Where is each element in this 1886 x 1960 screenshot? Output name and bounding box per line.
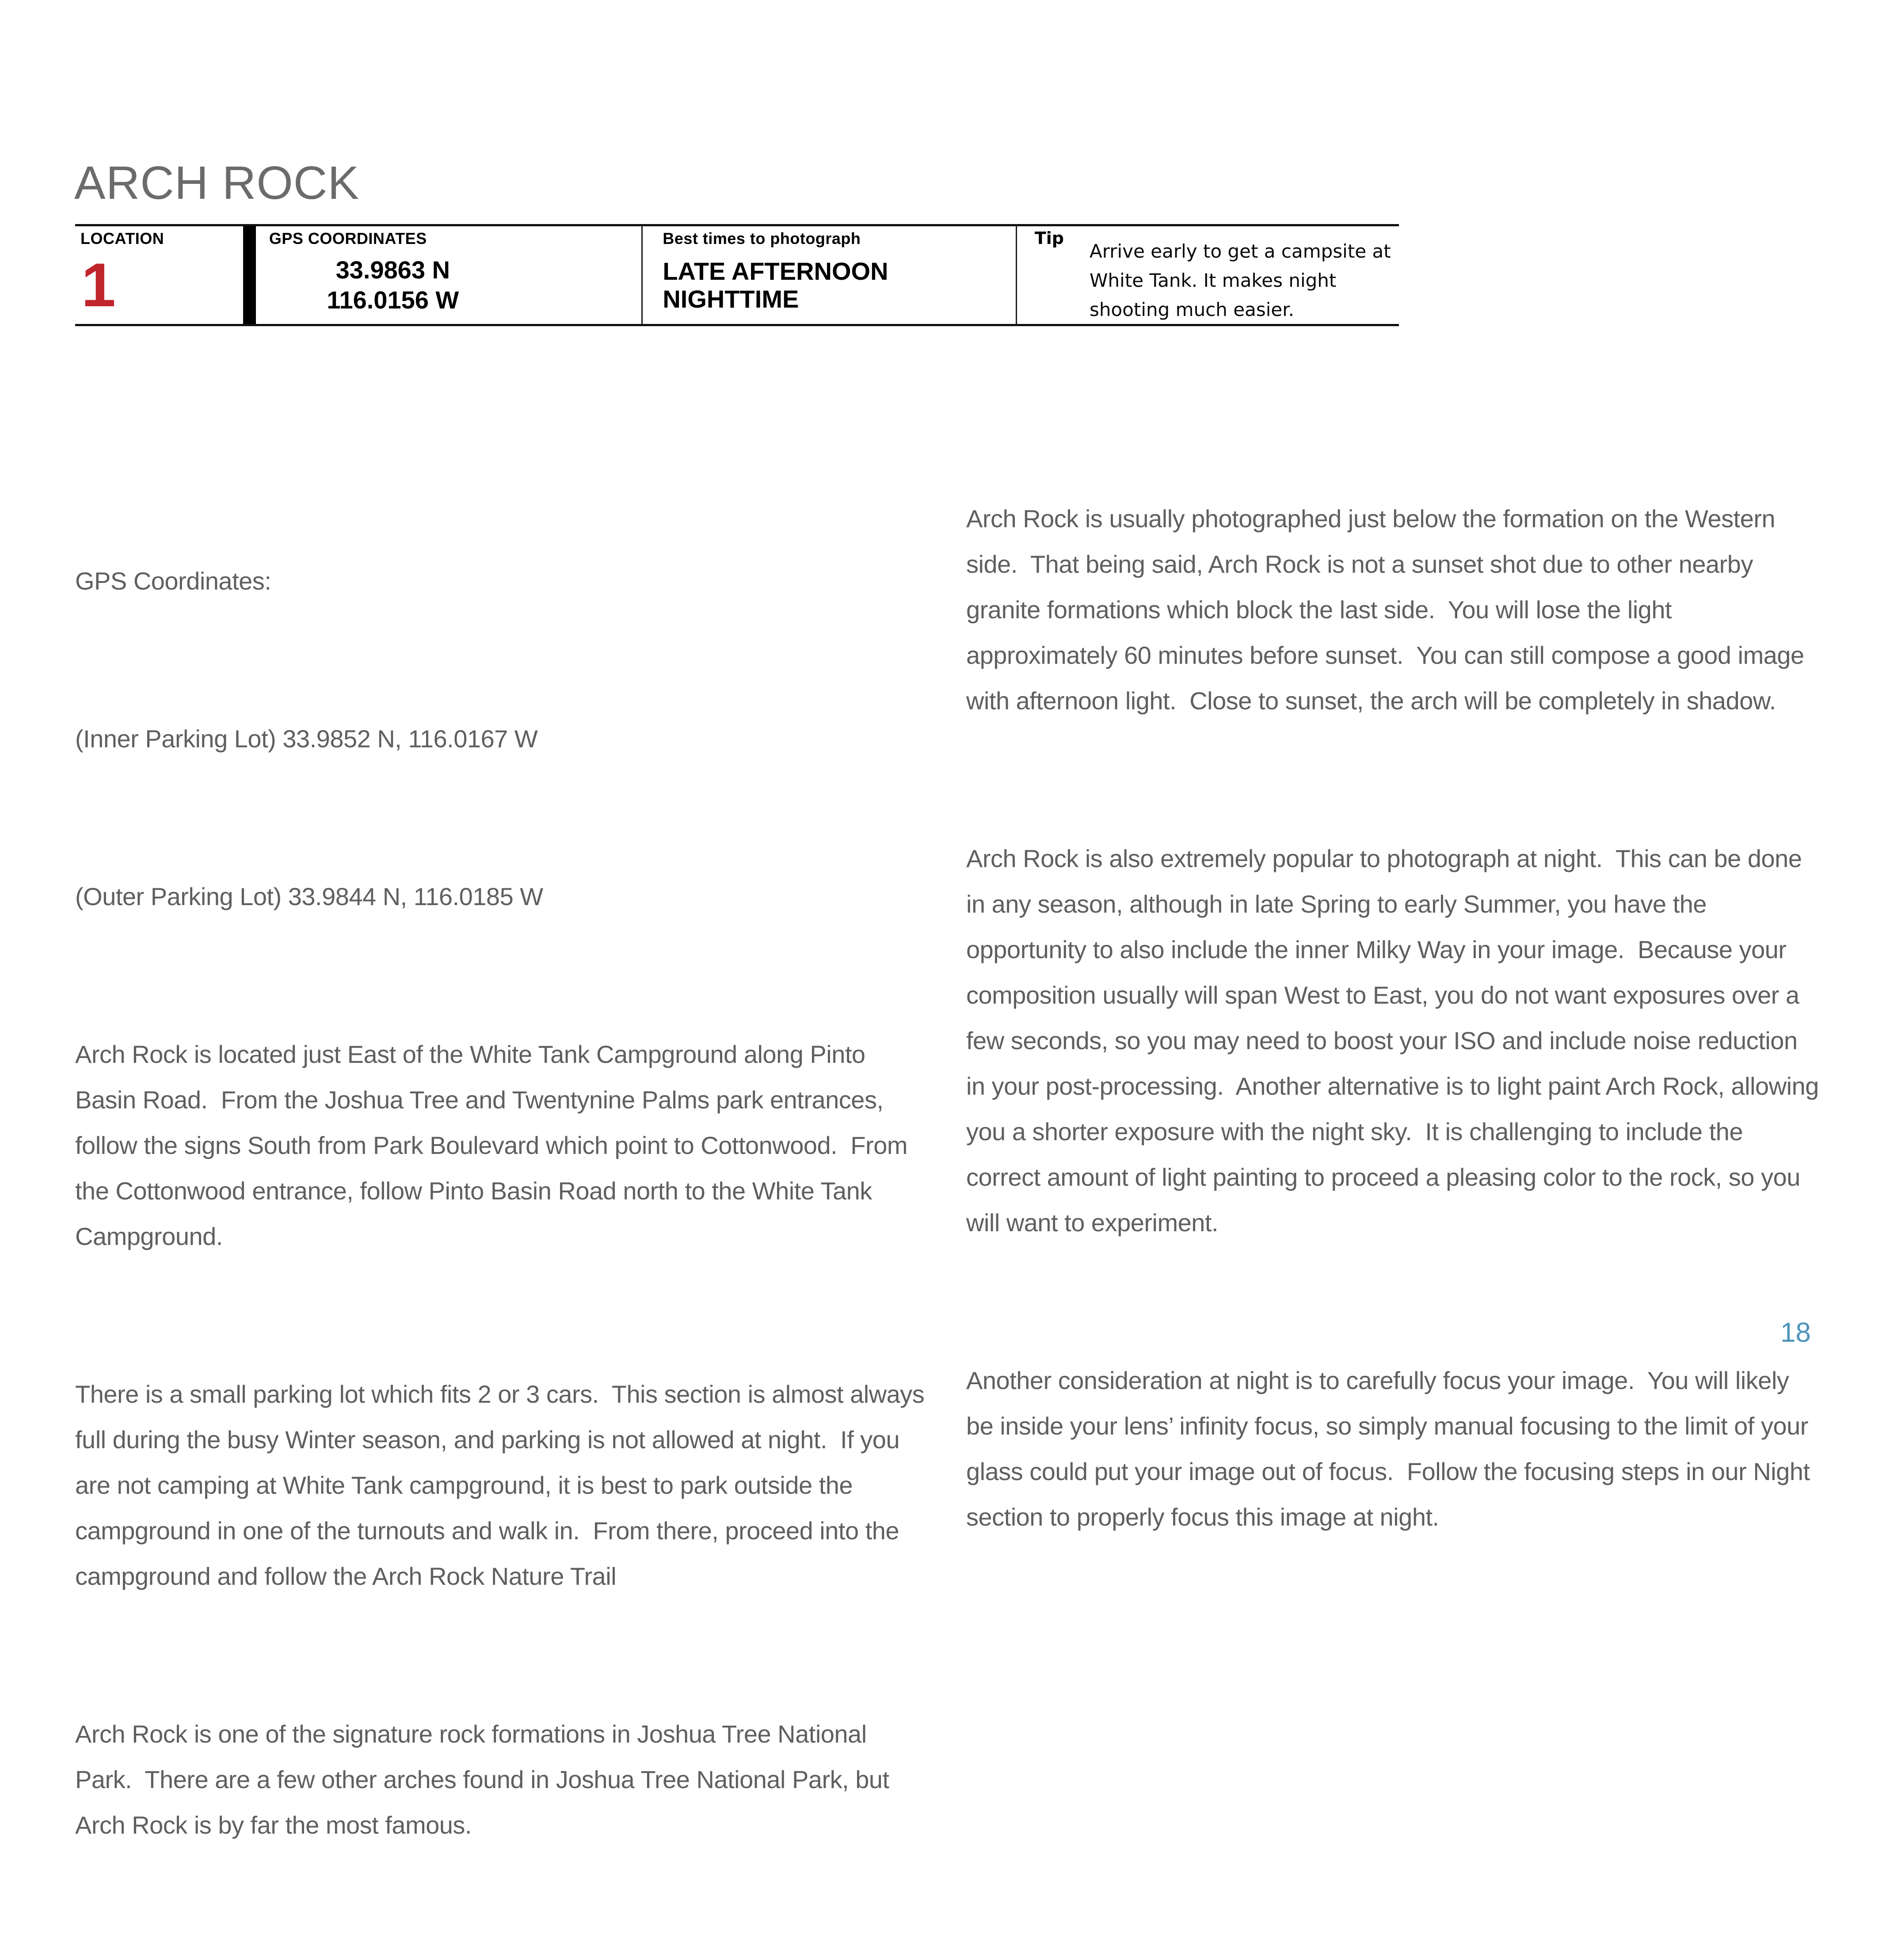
best-time-item: NIGHTTIME [663,285,799,313]
gps-coordinates-values [269,255,517,315]
paragraph: Arch Rock is usually photographed just below the formation on the Western side. That being said, Arch Rock is not a sunset shot due to other nearby granite formations which block the last side. You will lose the light approximately 60 minutes before sunset. You can still compose a good image with afternoon light. Close to sunset, the arch will be completely in shadow. [966,505,1811,715]
tip-label: Tip [1034,228,1064,248]
location-info-table [75,224,1399,326]
paragraph: There is a small parking lot which fits 2 or 3 cars. This section is almost always full during the busy Winter season, and parking is not allowed at night. If you are not camping at White Tank campground, it is best to park outside the campground in one of the turnouts and walk in. From there, proceed into the campground and follow the Arch Rock Nature Trail [75,1380,931,1590]
gps-coordinates-cell [256,226,642,324]
gps-coordinates-label: GPS COORDINATES [269,229,427,247]
tip-text: Arrive early to get a campsite at White Tank. It makes night shooting much easier. [1090,240,1391,320]
paragraph: (Inner Parking Lot) 33.9852 N, 116.0167 W [75,725,538,753]
divider-thick-bar [243,226,256,324]
location-number: 1 [81,250,116,320]
page-number: 18 [1780,1317,1811,1348]
tip-cell [1017,226,1399,324]
paragraph: Arch Rock is located just East of the White Tank Campground along Pinto Basin Road. From the Joshua Tree and Twentynine Palms park entrances, follow the signs South from Park Boulevard which point to Cottonwood. From the Cottonwood entrance, follow Pinto Basin Road north to the White Tank Campground. [75,1040,914,1250]
gps-latitude: 33.9863 N [335,256,450,284]
right-column [966,405,1825,1652]
paragraph: GPS Coordinates: [75,567,271,595]
location-label: LOCATION [80,229,164,247]
paragraph: Arch Rock is also extremely popular to photograph at night. This can be done in any season, although in late Spring to early Summer, you have the opportunity to also include the inner Milky Way in your image. Because your composition usually will span West to East, you do not want exposures over a few seconds, so you may need to boost your ISO and include noise reduction in your post-processing. Another alternative is to light paint Arch Rock, allowing you a shorter exposure with the night sky. It is challenging to include the correct amount of light painting to proceed a pleasing color to the rock, so you will want to experiment. [966,845,1825,1237]
location-cell [75,226,243,324]
paragraph: (Outer Parking Lot) 33.9844 N, 116.0185 W [75,883,543,910]
best-times-label: Best times to photograph [663,229,861,247]
paragraph: Another consideration at night is to carefully focus your image. You will likely be inside your lens’ infinity focus, so simply manual focusing to the limit of your glass could put your image out of focus. Follow the focusing steps in our Night section to properly focus this image at night. [966,1366,1817,1531]
paragraph: Arch Rock is one of the signature rock formations in Joshua Tree National Park. There are a few other arches found in Joshua Tree National Park, but Arch Rock is by far the most famous. [75,1720,895,1839]
best-times-cell [643,226,1016,324]
page-title: ARCH ROCK [74,157,360,209]
best-time-item: LATE AFTERNOON [663,257,888,285]
left-column [75,467,931,1960]
gps-longitude: 116.0156 W [327,286,459,314]
